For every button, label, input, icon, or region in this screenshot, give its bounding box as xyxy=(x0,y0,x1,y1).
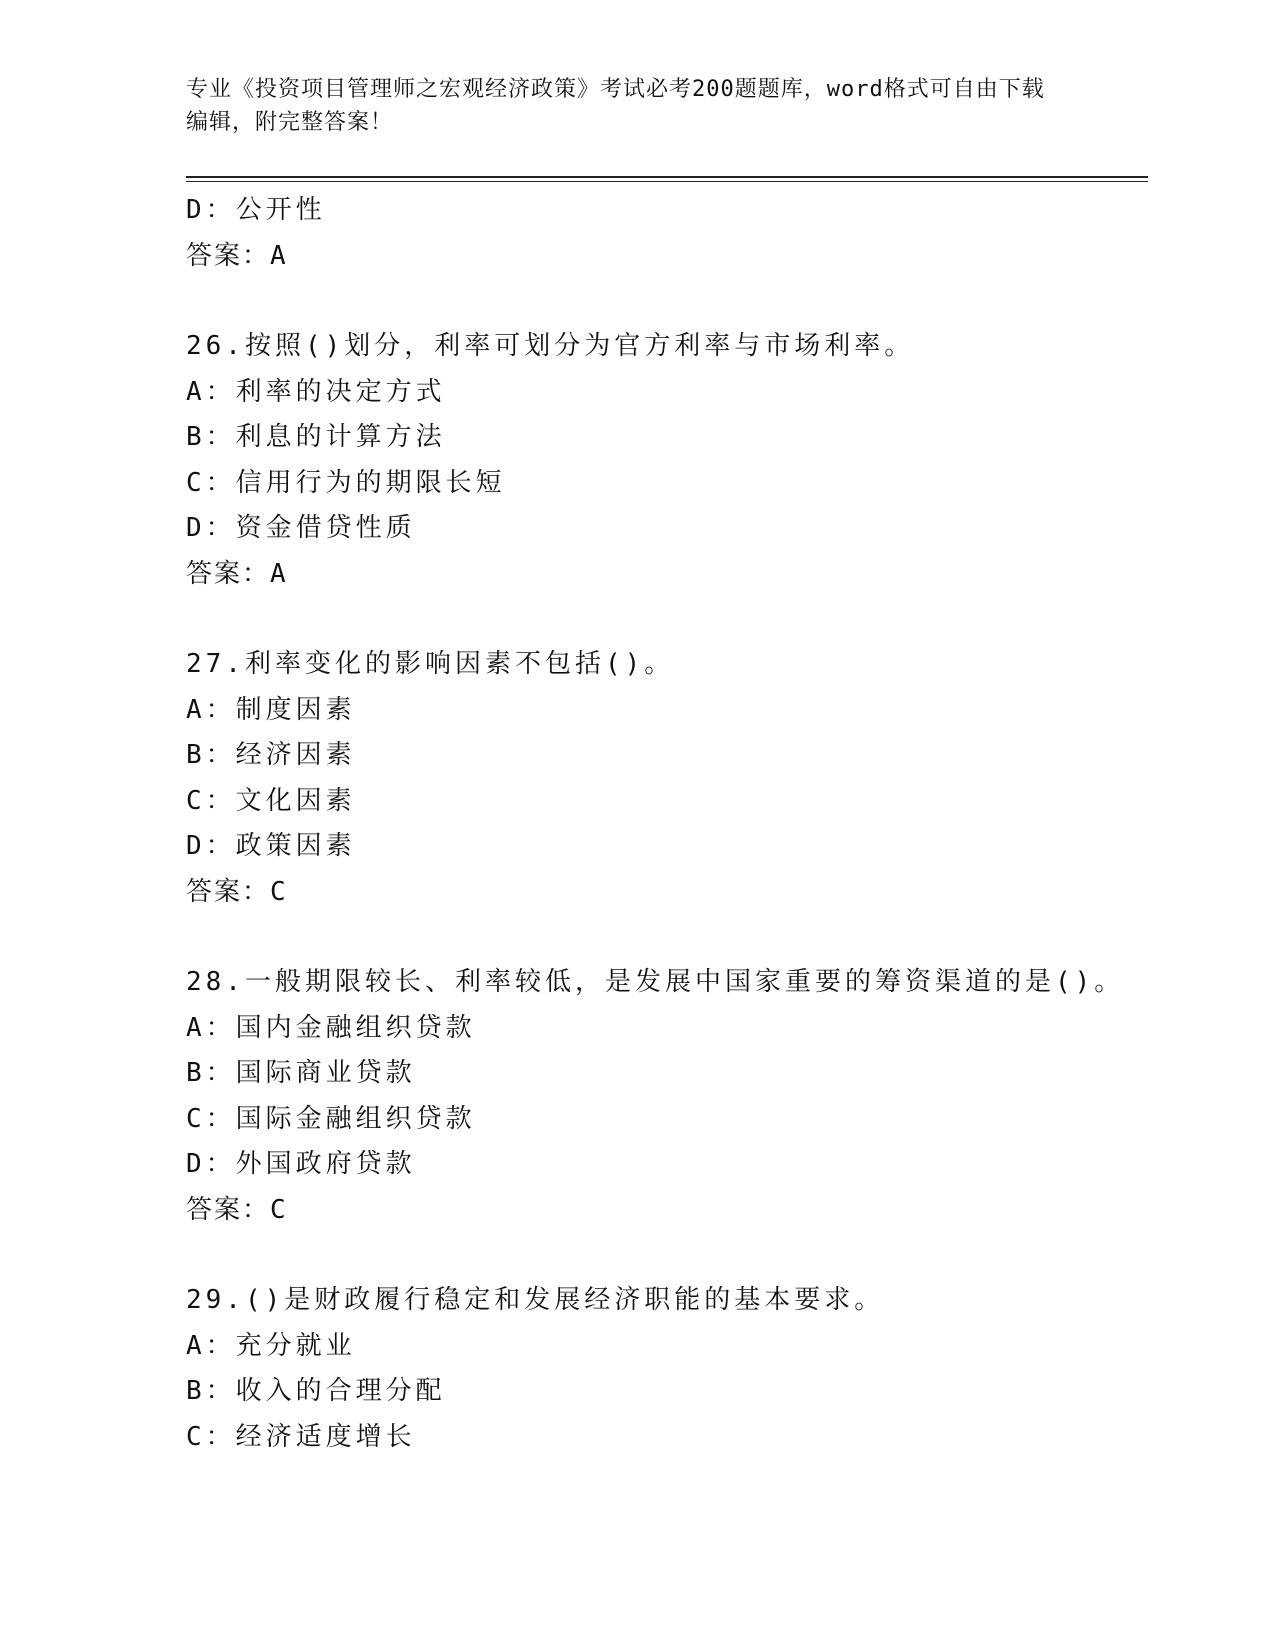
option-a: A：制度因素 xyxy=(186,694,356,725)
option-a: A：国内金融组织贷款 xyxy=(186,1012,476,1043)
question-29 xyxy=(186,1278,1148,1460)
question-26 xyxy=(186,324,1148,597)
option-c: C：文化因素 xyxy=(186,785,356,816)
option-b: B：收入的合理分配 xyxy=(186,1376,446,1406)
question-stem: 28.一般期限较长、利率较低，是发展中国家重要的筹资渠道的是()。 xyxy=(186,967,1125,997)
header-rule-thick xyxy=(186,176,1148,178)
previous-question-fragment xyxy=(186,188,1148,279)
question-stem: 27.利率变化的影响因素不包括()。 xyxy=(186,649,675,679)
answer-line: 答案：C xyxy=(186,876,288,907)
answer-line: 答案：C xyxy=(186,1194,288,1225)
answer-line: 答案：A xyxy=(186,240,288,271)
option-b: B：利息的计算方法 xyxy=(186,422,446,452)
question-stem: 29.()是财政履行稳定和发展经济职能的基本要求。 xyxy=(186,1285,885,1315)
option-d: D：外国政府贷款 xyxy=(186,1149,416,1179)
question-stem: 26.按照()划分，利率可划分为官方利率与市场利率。 xyxy=(186,331,915,361)
answer-line: 答案：A xyxy=(186,558,288,589)
option-d: D：资金借贷性质 xyxy=(186,513,416,543)
option-c: C：国际金融组织贷款 xyxy=(186,1103,476,1134)
question-content xyxy=(186,188,1148,1460)
option-d: D：政策因素 xyxy=(186,831,356,861)
document-header: 专业《投资项目管理师之宏观经济政策》考试必考200题题库，word格式可自由下载编辑，附完整答案！ xyxy=(186,77,1045,135)
option-d: D：公开性 xyxy=(186,195,326,225)
question-27 xyxy=(186,642,1148,915)
option-c: C：信用行为的期限长短 xyxy=(186,467,506,498)
option-b: B：经济因素 xyxy=(186,740,356,770)
option-c: C：经济适度增长 xyxy=(186,1421,416,1452)
option-a: A：充分就业 xyxy=(186,1330,356,1361)
header-rule-thin xyxy=(186,181,1148,182)
option-b: B：国际商业贷款 xyxy=(186,1058,416,1088)
question-28 xyxy=(186,960,1148,1233)
option-a: A：利率的决定方式 xyxy=(186,376,446,407)
